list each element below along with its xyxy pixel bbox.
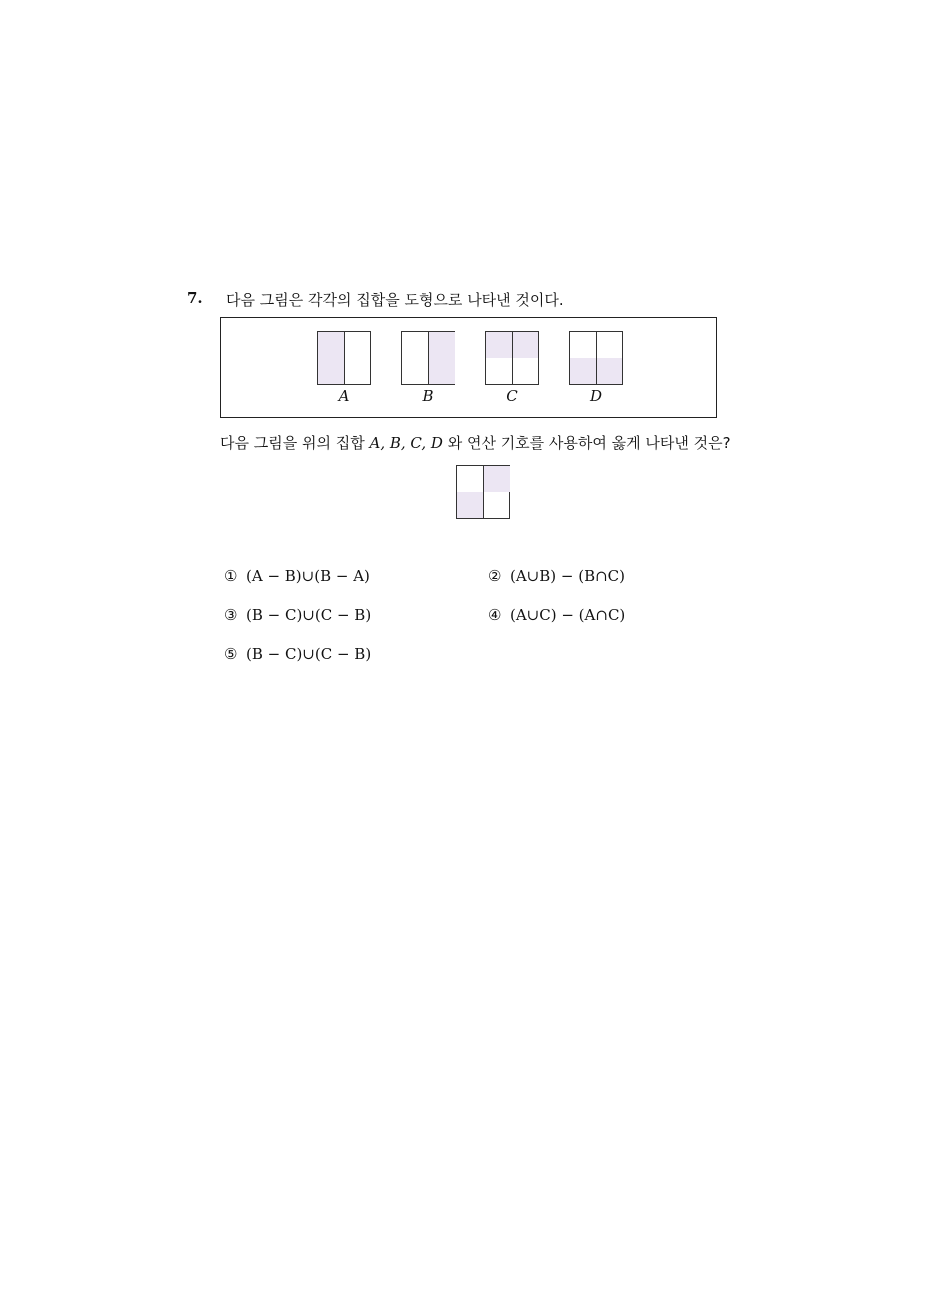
set-figure-b bbox=[401, 331, 455, 405]
set-a-label: A bbox=[338, 387, 350, 405]
set-c-square bbox=[485, 331, 539, 385]
divider-line bbox=[483, 466, 484, 518]
choice-2[interactable] bbox=[488, 567, 625, 585]
choice-marker: ③ bbox=[224, 606, 238, 624]
set-a-square bbox=[317, 331, 371, 385]
choice-marker: ② bbox=[488, 567, 502, 585]
question-number: 7. bbox=[187, 289, 203, 307]
target-shade-top-right bbox=[484, 466, 510, 492]
choice-marker: ⑤ bbox=[224, 645, 238, 663]
choice-expr: (A∪B) − (B∩C) bbox=[510, 567, 626, 585]
divider-line bbox=[512, 332, 513, 384]
choice-4[interactable] bbox=[488, 606, 625, 624]
set-d-square bbox=[569, 331, 623, 385]
set-figures-box bbox=[220, 317, 717, 418]
choice-expr: (B − C)∪(C − B) bbox=[246, 645, 372, 663]
set-figure-d bbox=[569, 331, 623, 405]
set-c-label: C bbox=[506, 387, 518, 405]
choice-expr: (B − C)∪(C − B) bbox=[246, 606, 372, 624]
target-square bbox=[456, 465, 510, 519]
choice-1[interactable] bbox=[224, 567, 370, 585]
subprompt-pre: 다음 그림을 위의 집합 bbox=[220, 434, 370, 452]
subprompt-post: 와 연산 기호를 사용하여 옳게 나타낸 것은? bbox=[442, 434, 731, 452]
set-b-square bbox=[401, 331, 455, 385]
set-figure-c bbox=[485, 331, 539, 405]
choice-expr: (A − B)∪(B − A) bbox=[246, 567, 370, 585]
choice-expr: (A∪C) − (A∩C) bbox=[510, 606, 626, 624]
target-figure bbox=[456, 465, 510, 519]
set-b-label: B bbox=[422, 387, 434, 405]
subprompt-sets: A, B, C, D bbox=[369, 434, 443, 452]
question-stem: 다음 그림은 각각의 집합을 도형으로 나타낸 것이다. bbox=[226, 291, 564, 309]
set-d-label: D bbox=[589, 387, 603, 405]
choice-marker: ① bbox=[224, 567, 238, 585]
set-figure-a bbox=[317, 331, 371, 405]
set-b-shade bbox=[429, 332, 455, 384]
choice-3[interactable] bbox=[224, 606, 371, 624]
set-a-shade bbox=[318, 332, 344, 384]
divider-line bbox=[344, 332, 345, 384]
divider-line bbox=[596, 332, 597, 384]
choice-marker: ④ bbox=[488, 606, 502, 624]
choice-5[interactable] bbox=[224, 645, 371, 663]
target-shade-bottom-left bbox=[457, 492, 483, 518]
question-subprompt bbox=[220, 432, 731, 453]
divider-line bbox=[428, 332, 429, 384]
